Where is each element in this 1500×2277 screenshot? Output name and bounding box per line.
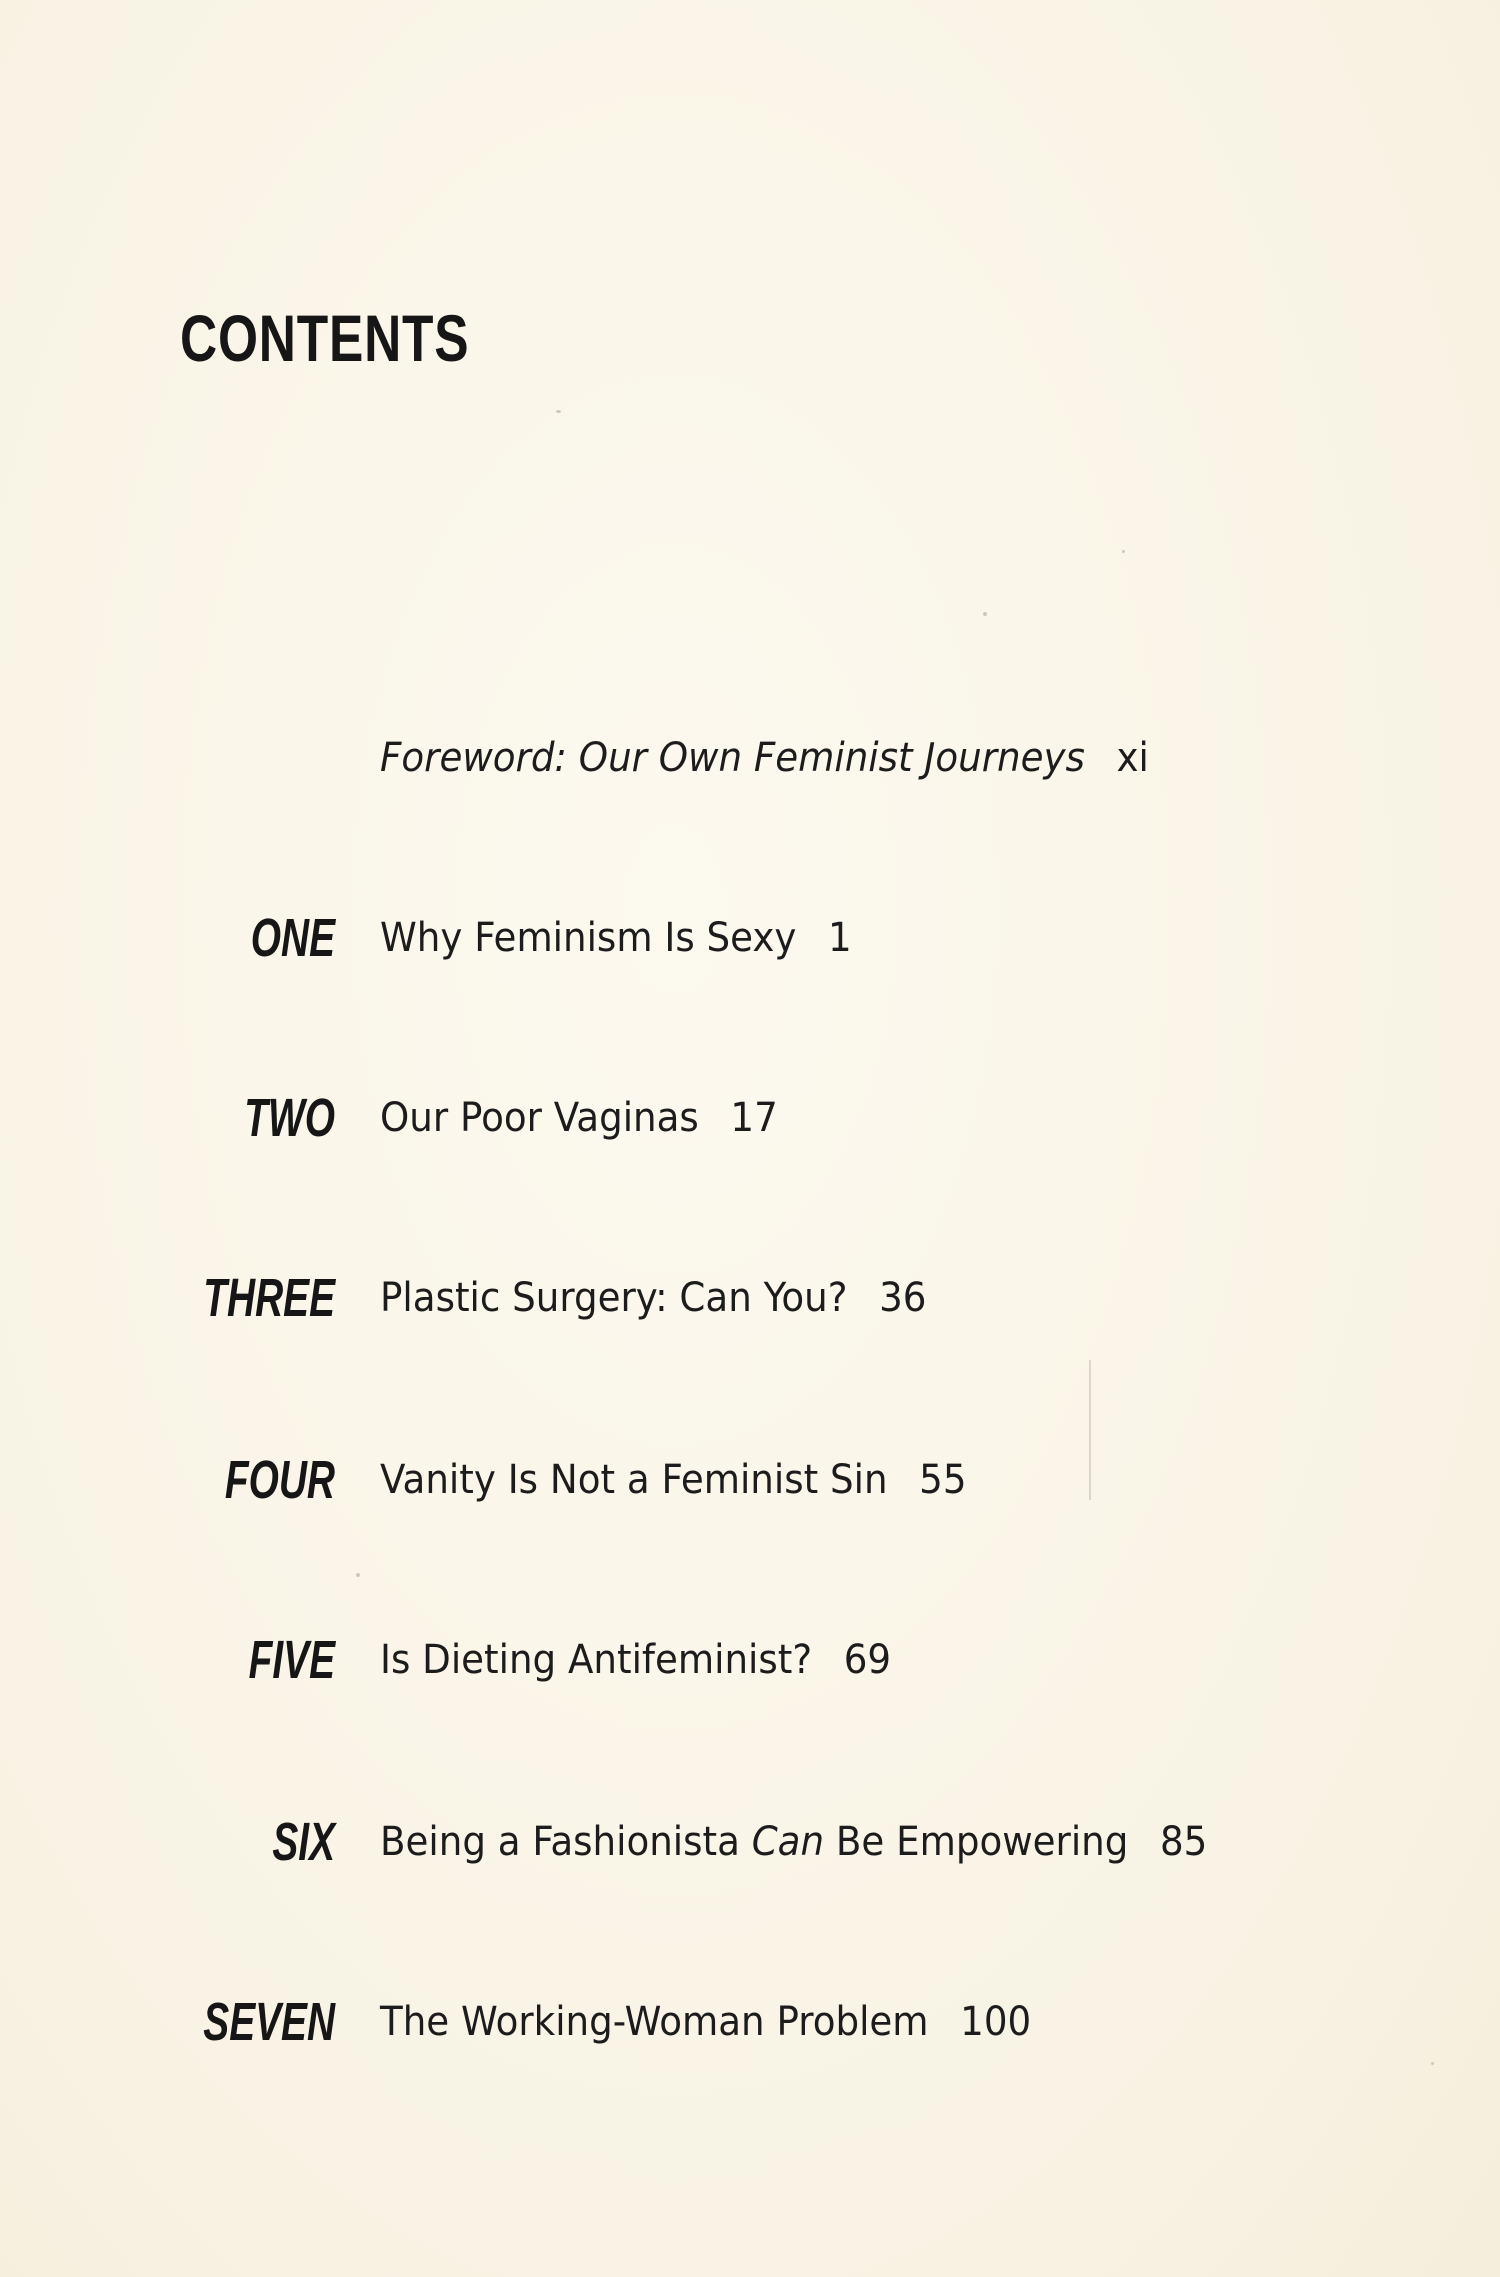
chapter-number: TWO	[244, 1088, 335, 1148]
chapter-page-number: 17	[730, 1095, 778, 1141]
chapter-title: Our Poor Vaginas	[380, 1095, 699, 1141]
toc-entry-seven	[0, 1992, 1500, 2052]
toc-entry-text	[380, 1812, 1207, 1872]
paper-speck	[1122, 550, 1125, 553]
toc-entry-text	[380, 908, 852, 968]
toc-entry-text	[380, 728, 1149, 788]
chapter-title: Is Dieting Antifeminist?	[380, 1637, 813, 1683]
chapter-page-number: 55	[919, 1457, 967, 1503]
chapter-page-number: 36	[879, 1275, 927, 1321]
chapter-title-part: Be Empowering	[824, 1819, 1129, 1865]
paper-speck	[1431, 2062, 1434, 2065]
chapter-number: FIVE	[248, 1630, 335, 1690]
chapter-page-number: 100	[960, 1999, 1032, 2045]
chapter-number: SIX	[272, 1812, 335, 1872]
paper-speck	[983, 612, 987, 616]
toc-entry-five	[0, 1630, 1500, 1690]
paper-speck	[556, 410, 561, 413]
chapter-number: ONE	[250, 908, 335, 968]
toc-entry-one	[0, 908, 1500, 968]
chapter-title: Plastic Surgery: Can You?	[380, 1275, 848, 1321]
chapter-page-number: 1	[828, 915, 852, 961]
chapter-page-number: 85	[1159, 1819, 1208, 1865]
chapter-title: The Working-Woman Problem	[380, 1999, 929, 2045]
chapter-title: Why Feminism Is Sexy	[380, 915, 797, 961]
foreword-page-number: xi	[1116, 735, 1149, 781]
toc-entry-two	[0, 1088, 1500, 1148]
paper-crease	[1089, 1360, 1091, 1500]
chapter-number: FOUR	[224, 1450, 335, 1510]
toc-entry-text	[380, 1992, 1031, 2052]
toc-entry-three	[0, 1268, 1500, 1328]
toc-entry-four	[0, 1450, 1500, 1510]
toc-entry-six	[0, 1812, 1500, 1872]
toc-entry-text	[380, 1268, 926, 1328]
chapter-number: SEVEN	[203, 1992, 335, 2052]
chapter-page-number: 69	[843, 1637, 892, 1683]
contents-heading: CONTENTS	[180, 301, 470, 375]
toc-entry-text	[380, 1088, 778, 1148]
toc-entry-foreword	[0, 728, 1500, 788]
chapter-number: THREE	[203, 1268, 335, 1328]
chapter-title-emphasis: Can	[751, 1819, 825, 1865]
toc-entry-text	[380, 1450, 967, 1510]
foreword-title: Foreword: Our Own Feminist Journeys	[380, 735, 1085, 781]
paper-speck	[356, 1573, 360, 1577]
chapter-title: Vanity Is Not a Feminist Sin	[380, 1457, 888, 1503]
chapter-title-part: Being a Fashionista	[380, 1819, 752, 1865]
toc-entry-text	[380, 1630, 891, 1690]
